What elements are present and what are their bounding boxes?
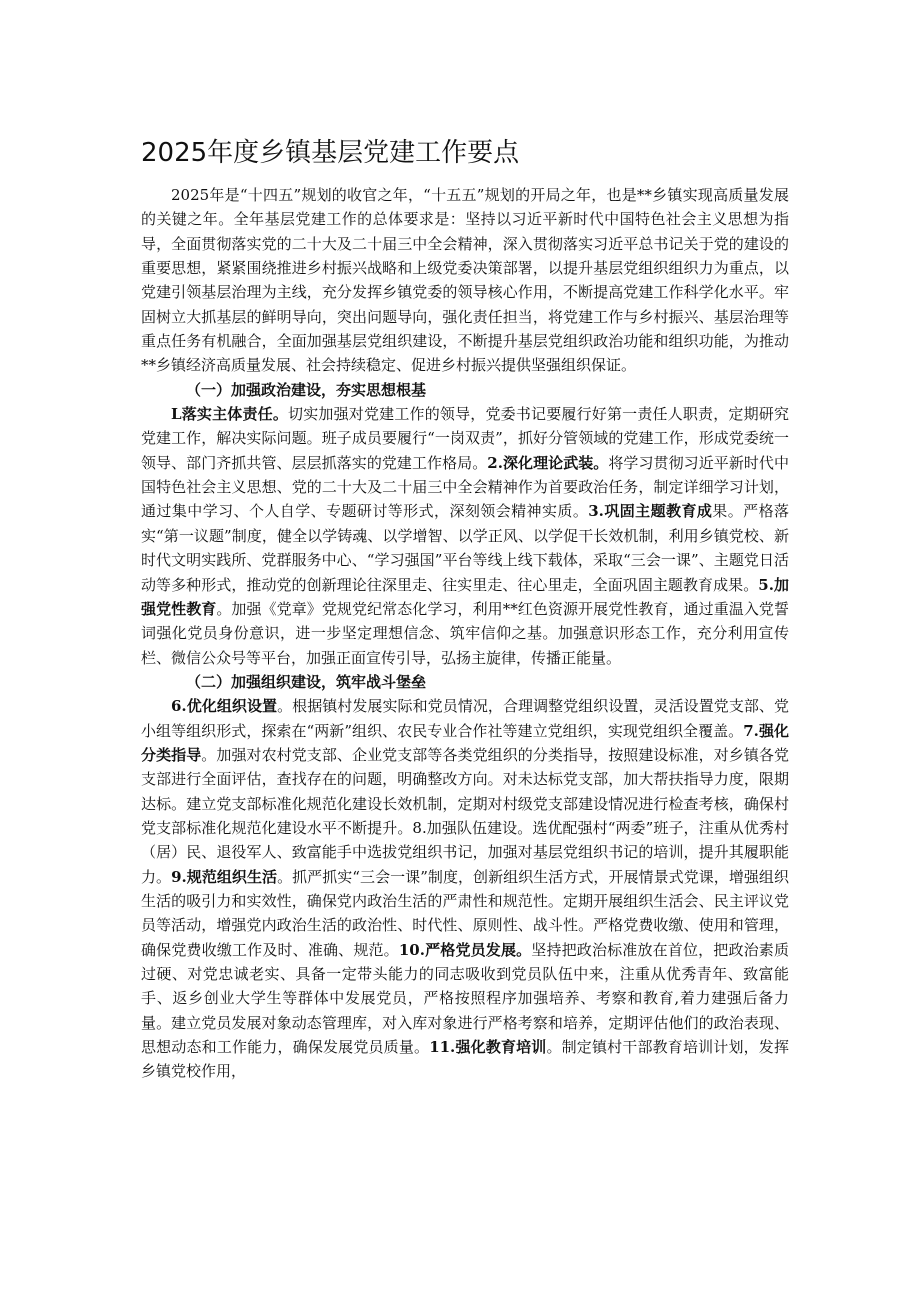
item-title: 11.强化教育培训 [429, 1038, 547, 1057]
item-text: 切实加强对党建工作的领导，党委书记要履行好第一责任人职责，定期研究党建工作，解决实际问题。班子成员要履行“一岗双责”，抓好分管领域的党建工作，形成党委统一领导、部门齐抓共管、层层抓落实的党建工作格局。 [141, 405, 789, 472]
section-2-paragraph [141, 694, 789, 1084]
item-title: L落实主体责任。 [171, 405, 289, 424]
item-text: 将学习贯彻习近平新时代中国特色社会主义思想、党的二十大及二十届三中全会精神作为首要政治任务，制定详细学习计划，通过集中学习、个人自学、专题研讨等形式，深刻领会精神实质。 [141, 453, 789, 521]
section-1-paragraph [141, 402, 789, 670]
item-text: 。根据镇村发展实际和党员情况，合理调整党组织设置，灵活设置党支部、党小组等组织形式，探索在“两新”组织、农民专业合作社等建立党组织，实现党组织全覆盖。 [141, 697, 789, 740]
item-text: 。加强对农村党支部、企业党支部等各类党组织的分类指导，按照建设标准，对乡镇各党支部进行全面评估，查找存在的问题，明确整改方向。对未达标党支部，加大帮扶指导力度，限期达标。建立党支部标准化规范化建设长效机制，定期对村级党支部建设情况进行检查考核，确保村党支部标准化规范化建设水平不断提升。8.加强队伍建设。选优配强村“两委”班子，注重从优秀村（居）民、退役军人、致富能手中选拔党组织书记，加强对基层党组织书记的培训，提升其履职能力。 [141, 745, 789, 886]
item-title: 9.规范组织生活 [171, 867, 278, 886]
document-title: 2025年度乡镇基层党建工作要点 [141, 138, 520, 168]
item-text: 。加强《党章》党规党纪常态化学习，利用**红色资源开展党性教育，通过重温入党誓词强化党员身份意识，进一步坚定理想信念、筑牢信仰之基。加强意识形态工作，充分利用宣传栏、微信公众号等平台，加强正面宣传引导，弘扬主旋律，传播正能量。 [141, 599, 789, 667]
intro-paragraph: 2025年是“十四五”规划的收官之年，“十五五”规划的开局之年，也是**乡镇实现高质量发展的关键之年。全年基层党建工作的总体要求是：坚持以习近平新时代中国特色社会主义思想为指导，全面贯彻落实党的二十大及二十届三中全会精神，深入贯彻落实习近平总书记关于党的建设的重要思想，紧紧围绕推进乡村振兴战略和上级党委决策部署，以提升基层党组织组织力为重点，以党建引领基层治理为主线，充分发挥乡镇党委的领导核心作用，不断提高党建工作科学化水平。牢固树立大抓基层的鲜明导向，突出问题导向，强化责任担当，将党建工作与乡村振兴、基层治理等重点任务有机融合，全面加强基层党组织建设，不断提升基层党组织政治功能和组织功能，为推动**乡镇经济高质量发展、社会持续稳定、促进乡村振兴提供坚强组织保证。 [141, 186, 789, 375]
item-text: 。制定镇村干部教育培训计划，发挥乡镇党校作用， [141, 1038, 789, 1081]
item-text: 果。严格落实“第一议题”制度，健全以学铸魂、以学增智、以学正风、以学促干长效机制，利用乡镇党校、新时代文明实践所、党群服务中心、“学习强国”平台等线上线下载体，采取“三会一课”、主题党日活动等多种形式，推动党的创新理论往深里走、往实里走、往心里走，全面巩固主题教育成果。 [141, 502, 789, 594]
item-text: 坚持把政治标准放在首位，把政治素质过硬、对党忠诚老实、具备一定带头能力的同志吸收到党员队伍中来，注重从优秀青年、致富能手、返乡创业大学生等群体中发展党员，严格按照程序加强培养、考察和教育,着力建强后备力量。建立党员发展对象动态管理库，对入库对象进行严格考察和培养，定期评估他们的政治表现、思想动态和工作能力，确保发展党员质量。 [141, 940, 789, 1057]
item-title: 5.加强党性教育 [141, 575, 789, 618]
section-heading-1: （一）加强政治建设，夯实思想根基 [186, 380, 427, 399]
item-text: 。抓严抓实“三会一课”制度，创新组织生活方式，开展情景式党课，增强组织生活的吸引力和实效性，确保党内政治生活的严肃性和规范性。定期开展组织生活会、民主评议党员等活动，增强党内政治生活的政治性、时代性、原则性、战斗性。严格党费收缴、使用和管理，确保党费收缴工作及时、准确、规范。 [141, 867, 789, 959]
document-body [141, 183, 789, 1084]
item-title: 3.巩固主题教育成 [588, 502, 713, 521]
item-title: 10.严格党员发展。 [398, 940, 532, 959]
item-title: 7.强化分类指导 [141, 721, 789, 764]
item-title: 2.深化理论武装。 [487, 453, 609, 472]
item-title: 6.优化组织设置 [171, 697, 278, 716]
section-heading-2: （二）加强组织建设，筑牢战斗堡垒 [186, 672, 427, 691]
